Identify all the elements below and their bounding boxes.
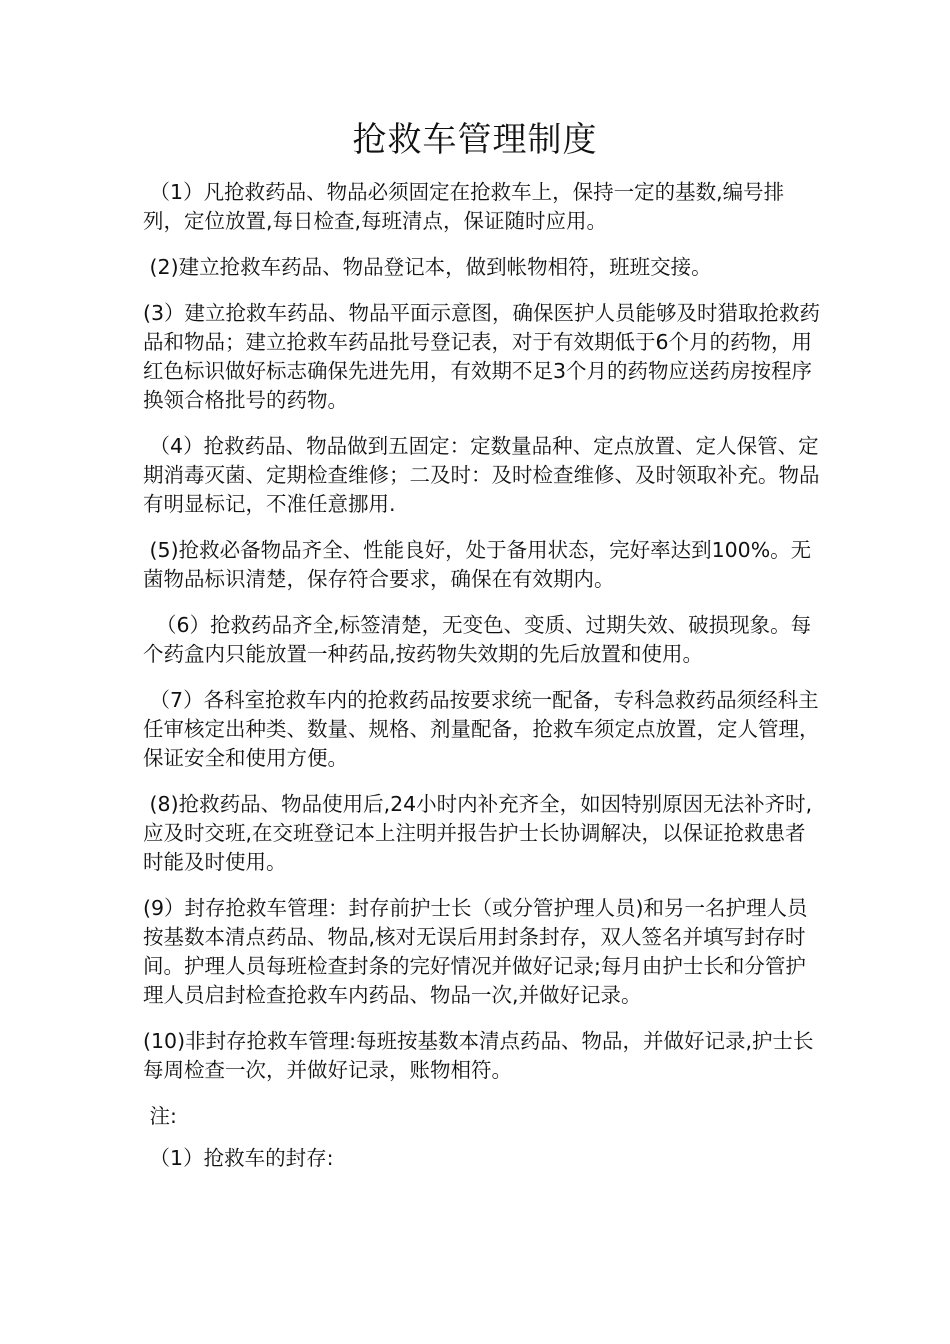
document-body — [143, 178, 823, 1190]
paragraph-7: （7）各科室抢救车内的抢救药品按要求统一配备，专科急救药品须经科主任审核定出种类、数量、规格、剂量配备，抢救车须定点放置，定人管理，保证安全和使用方便。 — [143, 688, 820, 770]
document-title: 抢救车管理制度 — [352, 120, 598, 160]
paragraph-4: （4）抢救药品、物品做到五固定：定数量品种、定点放置、定人保管、定期消毒灭菌、定期检查维修；二及时：及时检查维修、及时领取补充。物品有明显标记，不准任意挪用. — [143, 434, 820, 516]
paragraph-9: (9）封存抢救车管理：封存前护士长（或分管护理人员)和另一名护理人员按基数本清点药品、物品,核对无误后用封条封存，双人签名并填写封存时间。护理人员每班检查封条的完好情况并做好记录;每月由护士长和分管护理人员启封检查抢救车内药品、物品一次,并做好记录。 — [143, 896, 808, 1007]
paragraph-5: (5)抢救必备物品齐全、性能良好，处于备用状态，完好率达到100%。无菌物品标识清楚，保存符合要求，确保在有效期内。 — [143, 538, 812, 591]
paragraph-3: (3）建立抢救车药品、物品平面示意图，确保医护人员能够及时猎取抢救药品和物品；建立抢救车药品批号登记表，对于有效期低于6个月的药物，用红色标识做好标志确保先进先用，有效期不足3个月的药物应送药房按程序换领合格批号的药物。 — [143, 301, 821, 412]
paragraph-1: （1）凡抢救药品、物品必须固定在抢救车上，保持一定的基数,编号排列，定位放置,每日检查,每班清点，保证随时应用。 — [143, 180, 785, 233]
paragraph-10: (10)非封存抢救车管理:每班按基数本清点药品、物品，并做好记录,护士长每周检查一次，并做好记录，账物相符。 — [143, 1029, 814, 1082]
paragraph-8: (8)抢救药品、物品使用后,24小时内补充齐全，如因特别原因无法补齐时,应及时交班,在交班登记本上注明并报告护士长协调解决，以保证抢救患者时能及时使用。 — [143, 792, 813, 874]
note-item-1: （1）抢救车的封存: — [143, 1146, 334, 1170]
paragraph-2: (2)建立抢救车药品、物品登记本，做到帐物相符，班班交接。 — [143, 255, 712, 279]
note-label: 注: — [143, 1104, 177, 1128]
paragraph-6: （6）抢救药品齐全,标签清楚，无变色、变质、过期失效、破损现象。每个药盒内只能放置一种药品,按药物失效期的先后放置和使用。 — [143, 613, 812, 666]
